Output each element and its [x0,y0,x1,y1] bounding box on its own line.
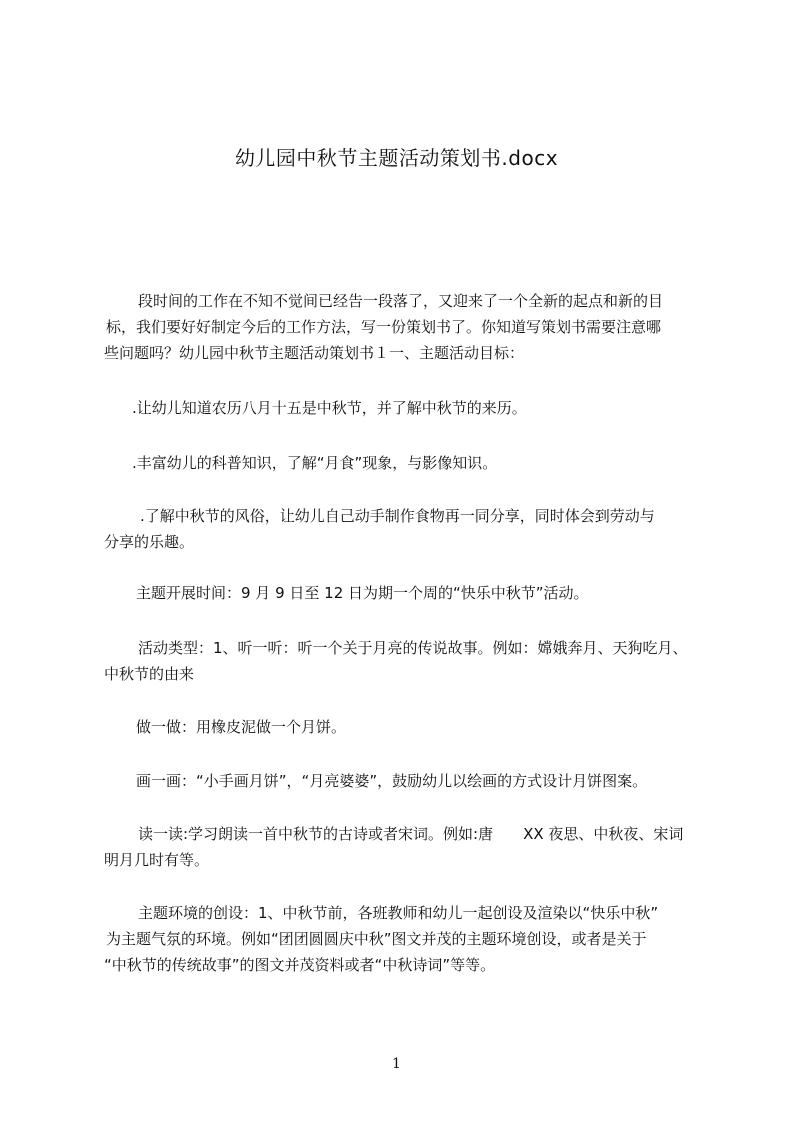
paragraph-environment [104,900,724,978]
paragraph-line: 做一做：用橡皮泥做一个月饼。 [136,718,347,736]
paragraph-line: .丰富幼儿的科普知识，了解“月食”现象，与影像知识。 [132,454,498,472]
document-title: 幼儿园中秋节主题活动策划书.docx [234,146,559,170]
paragraph-line: .让幼儿知道农历八月十五是中秋节，并了解中秋节的来历。 [132,399,527,417]
paragraph-line: “中秋节的传统故事”的图文并茂资料或者“中秋诗词”等等。 [104,956,496,974]
paragraph-line: 些问题吗？幼儿园中秋节主题活动策划书１一、主题活动目标： [104,344,525,362]
page-number: 1 [392,1056,401,1072]
paragraph-make [104,714,724,740]
paragraph-activity-types [104,635,724,687]
paragraph-line: 读一读:学习朗读一首中秋节的古诗或者宋词。例如:唐 XX 夜思、中秋夜、宋词 [138,825,684,843]
paragraph-line: 为主题气氛的环境。例如“团团圆圆庆中秋”图文并茂的主题环境创设，或者是关于 [106,930,647,948]
paragraph-intro [104,288,724,366]
paragraph-goal-3 [104,503,724,555]
paragraph-line: 画一画：“小手画月饼”，“月亮婆婆”，鼓励幼儿以绘画的方式设计月饼图案。 [136,772,648,790]
paragraph-goal-1 [104,395,724,421]
paragraph-line: 中秋节的由来 [104,665,195,683]
paragraph-line: 分享的乐趣。 [104,533,195,551]
paragraph-schedule [104,580,724,606]
paragraph-goal-2 [104,450,724,476]
paragraph-read [104,821,724,873]
paragraph-line: 段时间的工作在不知不觉间已经告一段落了，又迎来了一个全新的起点和新的目 [138,292,664,310]
paragraph-line: 标，我们要好好制定今后的工作方法，写一份策划书了。你知道写策划书需要注意哪 [106,318,662,336]
paragraph-line: 主题环境的创设：1、中秋节前，各班教师和幼儿一起创设及渲染以“快乐中秋” [138,904,659,922]
paragraph-line: 主题开展时间：9 月 9 日至 12 日为期一个周的“快乐中秋节”活动。 [136,584,589,602]
paragraph-draw [104,768,724,794]
paragraph-line: 明月几时有等。 [104,851,210,869]
paragraph-line: .了解中秋节的风俗，让幼儿自己动手制作食物再一同分享，同时体会到劳动与 [140,507,655,525]
paragraph-line: 活动类型：1、听一听：听一个关于月亮的传说故事。例如：嫦娥奔月、天狗吃月、 [138,639,688,657]
